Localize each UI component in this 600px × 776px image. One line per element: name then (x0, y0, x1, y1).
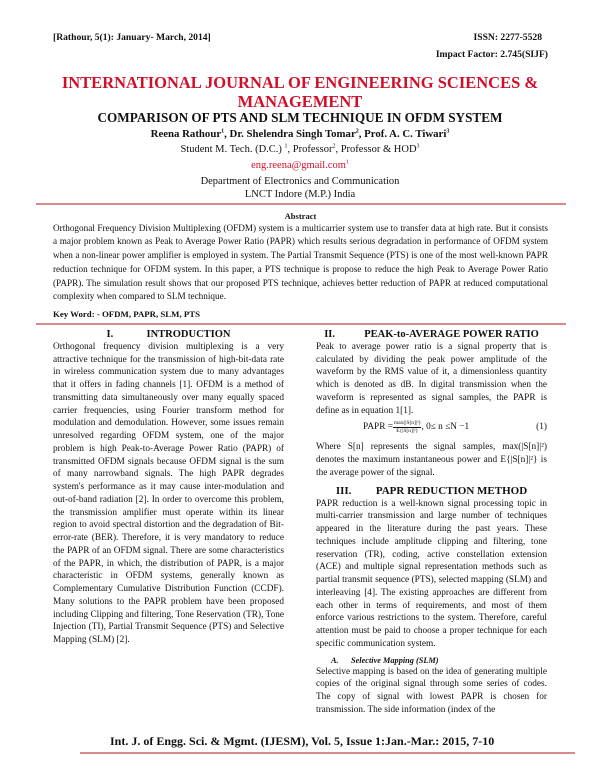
abstract-heading: Abstract (284, 210, 317, 221)
running-header-left: [Rathour, 5(1): January- March, 2014] (53, 32, 211, 43)
separator: , (224, 128, 230, 140)
intro-text: Orthogonal frequency division multiplexing is a very attractive technique for the transmission of high-bit-data rate in wireless communication system due to many advantages that it offers in fading channels [1]. OFDM is a method of transmitting data simultaneously over many equally spaced carrier frequencies, using Fourier transform method for modulation and demodulation. However, some issues remain unresolved regarding OFDM system, one of the major problem is high Peak-to-Average Power Ratio (PAPR) of transmitted OFDM signals because OFDM signal is the sum of many narrowband signals. The high PAPR degrades system's performance as it may cause inter-modulation and out-of-band radiation [2]. In order to overcome this problem, the transmission amplifier must operate within its linear region to avoid spectral distortion and the degradation of Bit-error-rate (BER). Therefore, it is very mandatory to reduce the PAPR of an OFDM signal. There are some characteristics of the PAPR, in which, the distribution of PAPR, is a major characteristic in OFDM systems, generally known as Complementary Cumulative Distribution Function (CCDF). Many solutions to the PAPR problem have been proposed including Clipping and filtering, Tone Reservation (TR), Tone Injection (TI), Partial Transmit Sequence (PTS) and Selective Mapping (SLM) [2]. (53, 341, 284, 646)
author-roles (0, 144, 600, 155)
author-sup: 3 (416, 143, 420, 150)
author-sup: 2 (332, 143, 336, 150)
author-sup: 3 (446, 128, 450, 135)
section-title: PEAK-to-AVERAGE POWER RATIO (364, 328, 539, 340)
keywords: Key Word: - OFDM, PAPR, SLM, PTS (53, 309, 201, 320)
equation-fraction (393, 420, 421, 435)
equation-lhs: PAPR = (363, 422, 393, 433)
author-role: Student M. Tech. (D.C.) (180, 144, 285, 155)
section-number: III. (335, 484, 352, 497)
author-sup: 2 (355, 128, 359, 135)
subsection-title: Selective Mapping (SLM) (351, 655, 439, 665)
journal-name-line1: INTERNATIONAL JOURNAL OF ENGINEERING SCIENCES & (61, 73, 539, 92)
separator: , (358, 128, 365, 140)
issn: ISSN: 2277-5528 (473, 32, 542, 43)
section-number: II. (324, 328, 335, 340)
papr-after-text: Where S[n] represents the signal samples, max(|S[n]|²) denotes the maximum instantaneous power and E{|S[n]|²} is the average power of the signal. (316, 442, 547, 478)
author-role: Professor (292, 144, 333, 155)
section-title: PAPR REDUCTION METHOD (375, 484, 528, 497)
authors (0, 128, 600, 140)
author-name: Prof. A. C. Tiwari (364, 128, 447, 140)
section-papr-heading (316, 328, 547, 341)
right-column (316, 328, 547, 717)
papr-equation (363, 419, 547, 435)
abstract-block (0, 211, 600, 321)
keywords-rule (36, 323, 566, 325)
equation-numerator: max(|S[n]|²) (393, 419, 421, 426)
institute: LNCT Indore (M.P.) India (244, 189, 356, 200)
reduction-text: PAPR reduction is a well-known signal processing topic in multi-carrier transmission and large number of techniques appeared in the literature during the past years. These techniques include amplitude clipping and filtering, tone reservation (TR), coding, active constellation extension (ACE) and multiple signal representation methods such as partial transmit sequence (PTS), selected mapping (SLM) and interleaving [4]. The existing approaches are different from each other in terms of requirements, and most of them enforce various restrictions to the system. Therefore, careful attention must be paid to choose a proper technique for each specific communication system. (316, 498, 547, 649)
author-sup: 1 (221, 128, 225, 135)
slm-text: Selective mapping is based on the idea of generating multiple copies of the original signal through some series of codes. The copy of signal with lowest PAPR is chosen for transmission. The side information (index of the (316, 666, 547, 715)
email-text[interactable]: eng.reena@gmail.com (251, 160, 346, 171)
author-name: Reena Rathour (150, 128, 222, 140)
journal-name-line2: MANAGEMENT (237, 92, 363, 111)
email-sup: 1 (345, 159, 349, 166)
equation-number: (1) (536, 422, 547, 433)
department: Department of Electronics and Communication (200, 176, 400, 187)
subsection-number: A. (331, 655, 339, 665)
author-email[interactable] (0, 160, 600, 171)
paper-title: COMPARISON OF PTS AND SLM TECHNIQUE IN OFDM SYSTEM (97, 110, 503, 125)
two-column-body (0, 328, 600, 717)
footer-rule (80, 752, 575, 754)
author-role: Professor & HOD (340, 144, 417, 155)
section-reduction-heading (316, 485, 547, 498)
section-title: INTRODUCTION (146, 328, 231, 340)
impact-factor: Impact Factor: 2.745(SIJF) (435, 49, 548, 60)
equation-range: , 0≤ n ≤N −1 (421, 422, 470, 433)
author-name: Dr. Shelendra Singh Tomar (229, 128, 356, 140)
author-sup: 1 (284, 143, 288, 150)
papr-text: Peak to average power ratio is a signal property that is calculated by dividing the peak power amplitude of the waveform by the RMS value of it, a dimensionless quantity which is denoted as dB. In digital transmission when the waveform is represented as signal samples, the PAPR is define as in equation 1[1]. (316, 341, 547, 416)
journal-name (0, 73, 600, 111)
abstract-text: Orthogonal Frequency Division Multiplexing (OFDM) system is a multicarrier system use to transfer data at high rate. But it consists a major problem known as Peak to Average Power Ratio (PAPR) which results serious degradation in performance of OFDM system when a non-linear power amplifier is employed in system. The Partial Transmit Sequence (PTS) is one of the most well-known PAPR reduction technique for OFDM system. In this paper, a PTS technique is propose to reduce the high Peak to Average Power Ratio (PAPR). The simulation result shows that our proposed PTS technique, achieves better reduction of PAPR at reduced computational complexity when compared to SLM technique. (53, 222, 548, 302)
body-flow (0, 203, 600, 717)
footer-citation: Int. J. of Engg. Sci. & Mgmt. (IJESM), Vol. 5, Issue 1:Jan.-Mar.: 2015, 7-10 (110, 734, 495, 748)
separator: , (287, 144, 293, 155)
equation-denominator: E{|S[n]|²} (396, 427, 419, 434)
top-rule (36, 203, 566, 205)
separator: , (335, 144, 341, 155)
left-column (53, 328, 284, 717)
subsection-slm-heading (331, 655, 547, 666)
section-number: I. (106, 328, 114, 340)
section-intro-heading (53, 328, 284, 341)
